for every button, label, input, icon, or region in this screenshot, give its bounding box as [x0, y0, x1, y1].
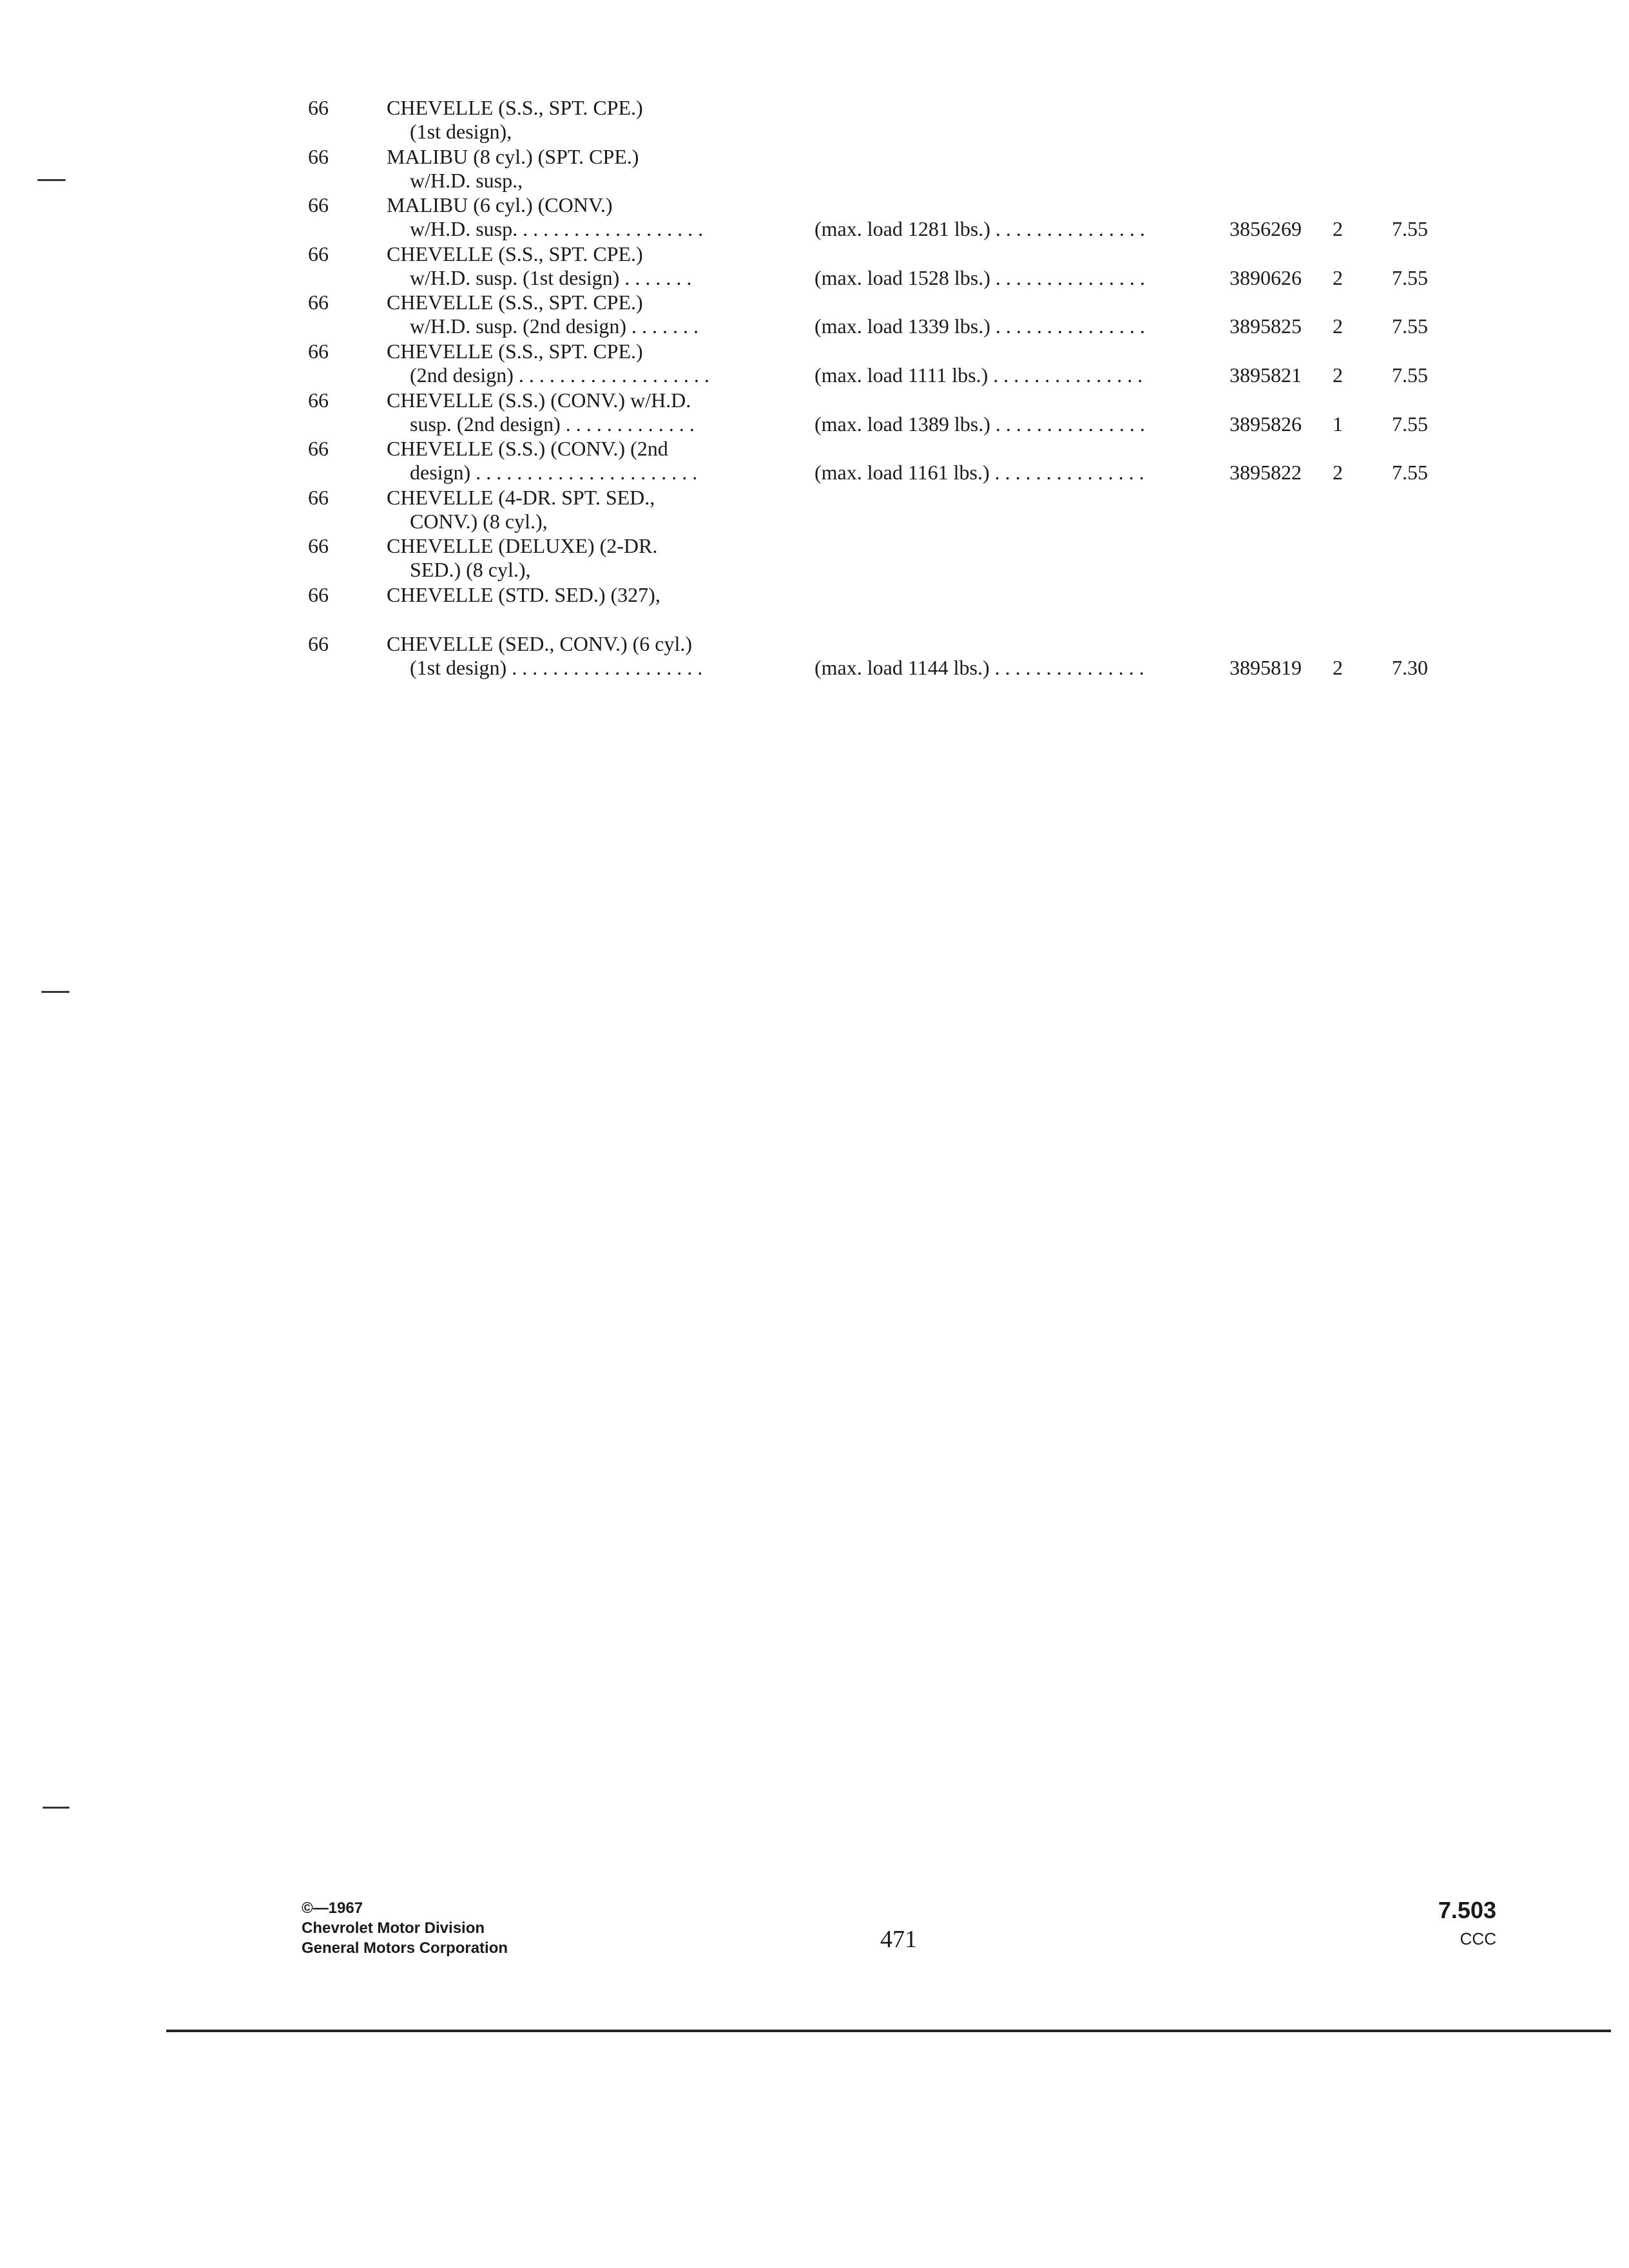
- part-number: 3890626: [1229, 265, 1302, 289]
- model-description: CHEVELLE (STD. SED.) (327),: [387, 583, 660, 606]
- max-load: (max. load 1389 lbs.) . . . . . . . . . . . . . . .: [815, 412, 1145, 436]
- model-description: CHEVELLE (SED., CONV.) (6 cyl.): [387, 631, 693, 655]
- model-year: 66: [308, 193, 329, 217]
- model-description-continued: w/H.D. susp. (1st design) . . . . . . .: [410, 265, 692, 289]
- price: 7.55: [1392, 363, 1428, 387]
- part-number: 3895826: [1229, 412, 1302, 436]
- model-year: 66: [308, 631, 329, 655]
- model-year: 66: [308, 388, 329, 412]
- price: 7.55: [1392, 461, 1428, 485]
- model-description: CHEVELLE (S.S., SPT. CPE.): [387, 291, 643, 314]
- model-year: 66: [308, 583, 329, 606]
- model-description-continued: (2nd design) . . . . . . . . . . . . . . . . . . .: [410, 363, 709, 387]
- model-year: 66: [308, 340, 329, 363]
- corporation-line: General Motors Corporation: [302, 1939, 508, 1957]
- model-year: 66: [308, 437, 329, 461]
- price: 7.55: [1392, 412, 1428, 436]
- price: 7.55: [1392, 314, 1428, 338]
- part-number: 3895822: [1229, 461, 1302, 485]
- price: 7.55: [1392, 265, 1428, 289]
- punch-mark-top: [37, 179, 66, 181]
- model-description: MALIBU (8 cyl.) (SPT. CPE.): [387, 144, 639, 168]
- bottom-rule: [166, 2030, 1611, 2032]
- model-description: CHEVELLE (S.S., SPT. CPE.): [387, 242, 643, 265]
- model-description-continued: design) . . . . . . . . . . . . . . . . . . . . . .: [410, 461, 698, 485]
- model-description: CHEVELLE (DELUXE) (2-DR.: [387, 534, 658, 558]
- quantity: 1: [1333, 412, 1343, 436]
- model-year: 66: [308, 291, 329, 314]
- model-description: CHEVELLE (4-DR. SPT. SED.,: [387, 485, 655, 509]
- model-description-continued: susp. (2nd design) . . . . . . . . . . . . .: [410, 412, 695, 436]
- price: 7.55: [1392, 217, 1428, 241]
- part-number: 3895819: [1229, 655, 1302, 679]
- quantity: 2: [1333, 265, 1343, 289]
- model-description: CHEVELLE (S.S.) (CONV.) w/H.D.: [387, 388, 691, 412]
- section-code: 7.503: [1438, 1897, 1496, 1923]
- model-description-continued: w/H.D. susp. . . . . . . . . . . . . . . . . . .: [410, 217, 704, 241]
- quantity: 2: [1333, 217, 1343, 241]
- model-description-continued: SED.) (8 cyl.),: [410, 558, 531, 582]
- model-description: CHEVELLE (S.S., SPT. CPE.): [387, 340, 643, 363]
- max-load: (max. load 1281 lbs.) . . . . . . . . . . . . . . .: [815, 217, 1145, 241]
- model-description: CHEVELLE (S.S.) (CONV.) (2nd: [387, 437, 668, 461]
- model-description: MALIBU (6 cyl.) (CONV.): [387, 193, 613, 217]
- section-code-block: [1438, 1897, 1496, 1949]
- quantity: 2: [1333, 655, 1343, 679]
- part-number: 3856269: [1229, 217, 1302, 241]
- max-load: (max. load 1161 lbs.) . . . . . . . . . . . . . . .: [815, 461, 1144, 485]
- max-load: (max. load 1528 lbs.) . . . . . . . . . . . . . . .: [815, 265, 1145, 289]
- max-load: (max. load 1144 lbs.) . . . . . . . . . . . . . . .: [815, 655, 1144, 679]
- model-year: 66: [308, 96, 329, 119]
- publisher-block: [302, 1898, 508, 1958]
- model-description-continued: (1st design),: [410, 120, 512, 143]
- model-year: 66: [308, 485, 329, 509]
- part-number: 3895825: [1229, 314, 1302, 338]
- model-description-continued: (1st design) . . . . . . . . . . . . . . . . . . .: [410, 655, 703, 679]
- model-description: CHEVELLE (S.S., SPT. CPE.): [387, 96, 643, 119]
- part-number: 3895821: [1229, 363, 1302, 387]
- section-sub-code: CCC: [1460, 1929, 1496, 1948]
- model-year: 66: [308, 242, 329, 265]
- model-description-continued: CONV.) (8 cyl.),: [410, 509, 548, 533]
- quantity: 2: [1333, 314, 1343, 338]
- punch-mark-middle: [41, 991, 70, 993]
- model-description-continued: w/H.D. susp.,: [410, 168, 523, 192]
- model-description-continued: w/H.D. susp. (2nd design) . . . . . . .: [410, 314, 699, 338]
- model-year: 66: [308, 144, 329, 168]
- division-line: Chevrolet Motor Division: [302, 1919, 485, 1937]
- price: 7.30: [1392, 655, 1428, 679]
- quantity: 2: [1333, 363, 1343, 387]
- max-load: (max. load 1111 lbs.) . . . . . . . . . . . . . . .: [815, 363, 1143, 387]
- model-year: 66: [308, 534, 329, 558]
- max-load: (max. load 1339 lbs.) . . . . . . . . . . . . . . .: [815, 314, 1145, 338]
- quantity: 2: [1333, 461, 1343, 485]
- page-number: 471: [880, 1926, 917, 1953]
- punch-mark-bottom: [43, 1807, 70, 1809]
- copyright-line: ©—1967: [302, 1899, 363, 1917]
